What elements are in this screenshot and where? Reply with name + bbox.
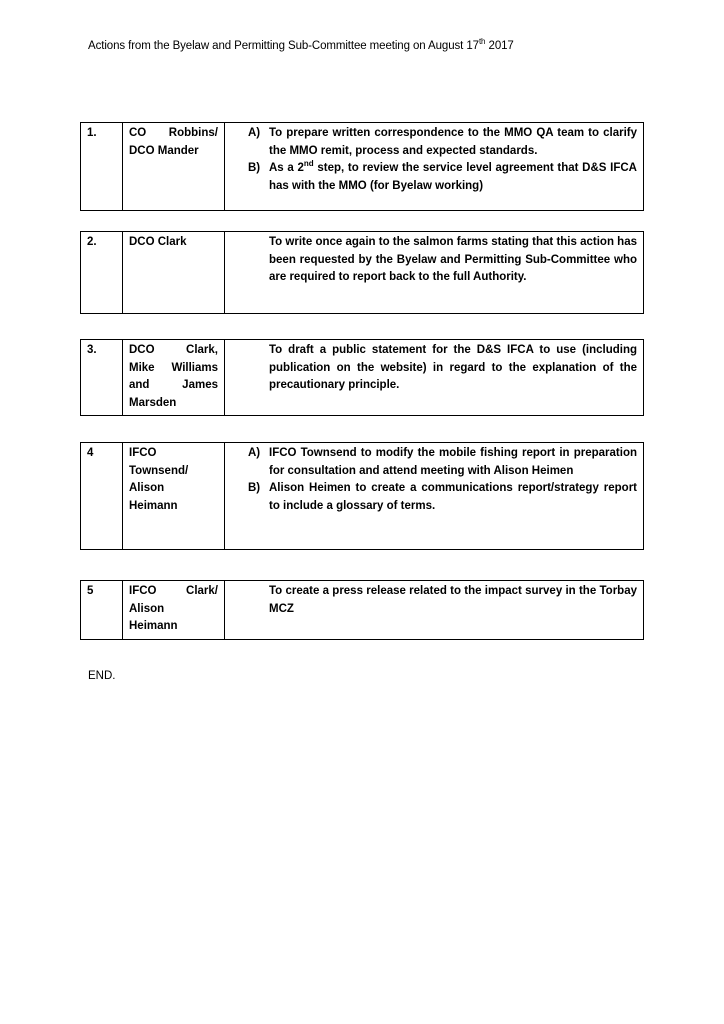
owner-line: DCO Mander xyxy=(129,144,199,157)
item-text: Alison Heimen to create a communications report/strategy report to include a glossary of terms. xyxy=(269,482,637,512)
action-table-3 xyxy=(80,339,644,416)
owner-line: Marsden xyxy=(129,396,177,409)
table-row xyxy=(81,443,644,550)
action-description xyxy=(225,443,644,550)
action-owner xyxy=(123,123,225,211)
title-suffix: 2017 xyxy=(485,40,514,52)
action-description xyxy=(225,232,644,314)
end-marker: END. xyxy=(88,670,116,682)
owner-line: DCO Clark, xyxy=(129,344,218,356)
action-owner xyxy=(123,340,225,416)
owner-line: IFCO xyxy=(129,447,157,459)
list-item xyxy=(231,480,637,515)
owner-line: Heimann xyxy=(129,620,178,632)
owner-line: Alison xyxy=(129,602,165,615)
action-description xyxy=(225,123,644,211)
action-table-1 xyxy=(80,122,644,211)
action-text: To write once again to the salmon farms stating that this action has been requested by the Byelaw and Permitting Sub-Committee who are required to report back to the full Authority. xyxy=(269,236,637,283)
action-number: 3. xyxy=(81,340,123,416)
action-description xyxy=(225,581,644,640)
action-owner xyxy=(123,581,225,640)
owner-line: CO Robbins/ xyxy=(129,127,218,139)
table-row xyxy=(81,340,644,416)
item-text-before: As a 2 xyxy=(269,162,304,174)
item-label: B) xyxy=(248,162,261,174)
item-label: A) xyxy=(248,127,261,139)
owner-line: Heimann xyxy=(129,499,178,512)
action-table-4 xyxy=(80,442,644,550)
owner-line: and James xyxy=(129,379,218,391)
page-title xyxy=(88,37,514,52)
item-text-after: step, to review the service level agreement that D&S IFCA has with the MMO (for Byelaw working) xyxy=(269,162,637,192)
title-prefix: Actions from the Byelaw and Permitting Sub-Committee meeting on August 17 xyxy=(88,40,479,52)
list-item xyxy=(231,160,637,195)
action-description xyxy=(225,340,644,416)
item-label: B) xyxy=(248,482,261,494)
item-superscript: nd xyxy=(303,159,314,169)
action-number: 5 xyxy=(81,581,123,640)
item-label: A) xyxy=(248,447,261,459)
action-number: 2. xyxy=(81,232,123,314)
action-table-2 xyxy=(80,231,644,314)
action-owner xyxy=(123,232,225,314)
table-row xyxy=(81,581,644,640)
owner-line: Mike Williams xyxy=(129,361,218,374)
item-text: To prepare written correspondence to the MMO QA team to clarify the MMO remit, process and expected standards. xyxy=(269,127,637,157)
list-item xyxy=(231,125,637,160)
item-text: IFCO Townsend to modify the mobile fishing report in preparation for consultation and attend meeting with Alison Heimen xyxy=(269,447,637,477)
action-text: To create a press release related to the impact survey in the Torbay MCZ xyxy=(269,585,637,615)
table-row xyxy=(81,123,644,211)
action-text: To draft a public statement for the D&S IFCA to use (including publication on the website) in regard to the explanation of the precautionary principle. xyxy=(269,344,637,391)
list-item xyxy=(231,445,637,480)
owner-line: DCO Clark xyxy=(129,236,187,248)
owner-line: Townsend/ xyxy=(129,464,189,477)
table-row xyxy=(81,232,644,314)
action-table-5 xyxy=(80,580,644,640)
action-number: 4 xyxy=(81,443,123,550)
owner-line: Alison xyxy=(129,482,165,494)
action-owner xyxy=(123,443,225,550)
title-superscript: th xyxy=(478,37,486,47)
action-number: 1. xyxy=(81,123,123,211)
owner-line: IFCO Clark/ xyxy=(129,585,218,597)
